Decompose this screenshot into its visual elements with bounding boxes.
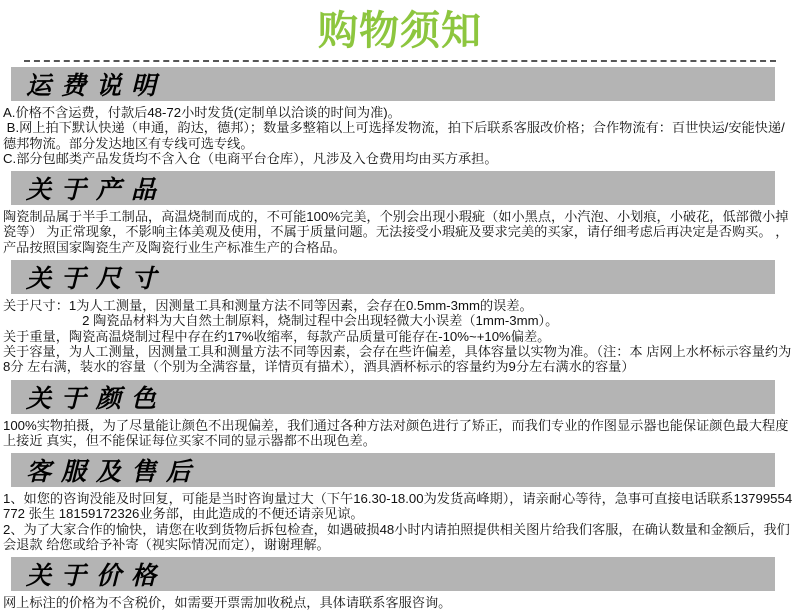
section-paragraph: 陶瓷制品属于半手工制品，高温烧制而成的，不可能100%完美，个别会出现小瑕疵（如小黑点，小汽泡、小划痕，小破花，低部微小掉瓷等） 为正常现象，不影响主体美观及使用，不属于质量问题。无法接受小瑕疵及要求完美的买家，请仔细考虑后再决定是否购买。 ，产品按照国家陶瓷生产及陶瓷行业生产标准生产的合格品。 [3, 209, 789, 255]
section-body [3, 298, 796, 374]
section-heading: 关于价格 [26, 563, 167, 591]
section-product [0, 171, 800, 255]
page-title: 购物须知 [318, 8, 482, 53]
section-body [3, 418, 796, 449]
section-heading-bar [11, 67, 775, 101]
section-paragraph: A.价格不含运费，付款后48-72小时发货(定制单以洽谈的时间为准)。 [3, 105, 401, 120]
section-paragraph: B.网上拍下默认快递（申通，韵达，德邦）；数量多整箱以上可选择发物流，拍下后联系客服改价格；合作物流有：百世快运/安能快递/德邦物流。部分发达地区有专线可选专线。 [3, 120, 785, 151]
section-heading-bar [11, 171, 775, 205]
section-paragraph: 2 陶瓷品材料为大自然土制原料，烧制过程中会出现轻微大小误差（1mm-3mm）。 [3, 313, 559, 329]
section-shipping [0, 67, 800, 166]
section-heading-bar [11, 557, 775, 591]
section-paragraph: 关于重量，陶瓷高温烧制过程中存在约17%收缩率，每款产品质量可能存在-10%~+10%偏差。 [3, 328, 551, 344]
section-paragraph: 关于容量，为人工测量，因测量工具和测量方法不同等因素，会存在些许偏差，具体容量以实物为准。（注：本 店网上水杯标示容量约为8分 左右满，装水的容量（个别为全满容量，详情页有描术），酒具酒杯标示的容量约为9分左右满水的容量） [3, 343, 792, 375]
section-body [3, 209, 796, 255]
section-paragraph: 关于尺寸：1为人工测量，因测量工具和测量方法不同等因素，会存在0.5mm-3mm的误差。 [3, 298, 533, 314]
section-body [3, 105, 796, 166]
section-heading-bar [11, 453, 775, 487]
dashed-divider [24, 60, 776, 62]
section-heading: 客服及售后 [26, 459, 202, 487]
section-paragraph: 网上标注的价格为不含税价，如需要开票需加收税点，具体请联系客服咨询。 [3, 595, 452, 611]
section-paragraph: 2、为了大家合作的愉快，请您在收到货物后拆包检查，如遇破损48小时内请拍照提供相关图片给我们客服，在确认数量和金额后，我们会退款 给您或给予补寄（视实际情况而定），谢谢理解。 [3, 521, 790, 553]
section-color [0, 380, 800, 449]
section-service-aftersales [0, 453, 800, 552]
section-body [3, 491, 796, 552]
section-heading: 关于颜色 [26, 385, 167, 413]
section-size [0, 260, 800, 374]
section-heading: 关于产品 [26, 177, 167, 205]
section-body [3, 595, 796, 610]
section-heading: 关于尺寸 [26, 266, 167, 294]
section-heading-bar [11, 260, 775, 294]
section-heading: 运费说明 [26, 73, 167, 100]
section-price [0, 557, 800, 610]
section-heading-bar [11, 380, 775, 414]
section-paragraph: C.部分包邮类产品发货均不含入仓（电商平台仓库），凡涉及入仓费用均由买方承担。 [3, 150, 498, 166]
section-paragraph: 1、如您的咨询没能及时回复，可能是当时咨询量过大（下午16.30-18.00为发货高峰期），请亲耐心等待，急事可直接电话联系13799554772 张生 18159172326业务部，由此造成的不便还请亲见谅。 [3, 491, 793, 522]
section-paragraph: 100%实物拍摄，为了尽量能让颜色不出现偏差，我们通过各种方法对颜色进行了矫正，而我们专业的作图显示器也能保证颜色最大程度上接近 真实，但不能保证每位买家不同的显示器都不出现色差。 [3, 417, 789, 448]
